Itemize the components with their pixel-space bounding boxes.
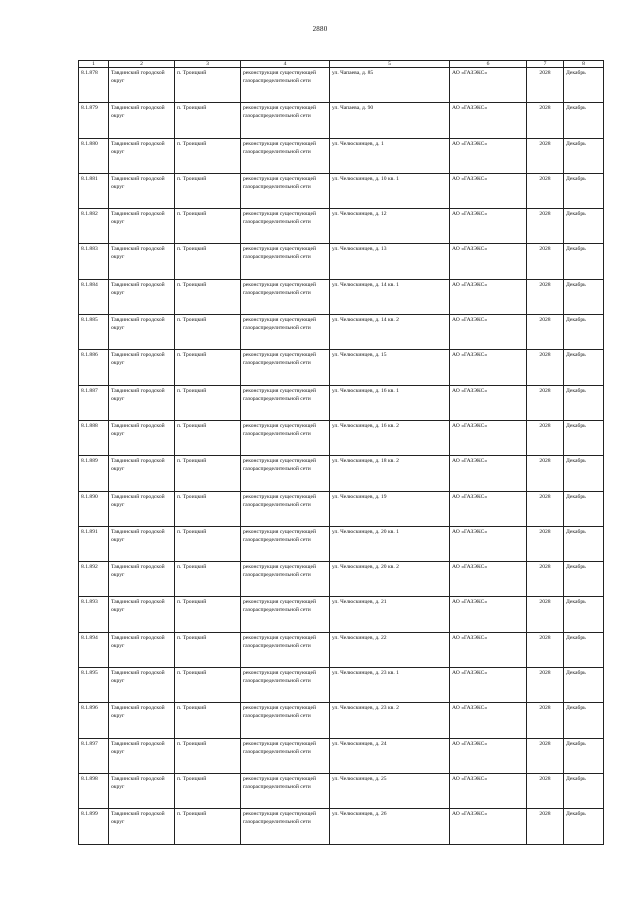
month-cell: Декабрь (564, 103, 604, 138)
work-type-cell: реконструкция существующей газораспределительной сети (241, 103, 330, 138)
settlement-cell: п. Троицкий (175, 773, 241, 808)
work-type-cell: реконструкция существующей газораспределительной сети (241, 632, 330, 667)
column-number: 3 (175, 61, 241, 68)
month-cell: Декабрь (564, 668, 604, 703)
operator-cell: АО «ГАЗЭКС» (450, 738, 527, 773)
row-id-cell: 8.1.885 (79, 315, 109, 350)
operator-cell: АО «ГАЗЭКС» (450, 138, 527, 173)
work-type-cell: реконструкция существующей газораспределительной сети (241, 738, 330, 773)
address-cell: ул. Челюскинцев, д. 26 (330, 809, 450, 844)
operator-cell: АО «ГАЗЭКС» (450, 703, 527, 738)
month-cell: Декабрь (564, 632, 604, 667)
table-row (79, 491, 604, 526)
district-cell: Тавдинский городской округ (109, 738, 175, 773)
row-id-cell: 8.1.884 (79, 279, 109, 314)
row-id-cell: 8.1.893 (79, 597, 109, 632)
year-cell: 2028 (527, 138, 564, 173)
work-type-cell: реконструкция существующей газораспределительной сети (241, 809, 330, 844)
month-cell: Декабрь (564, 68, 604, 103)
operator-cell: АО «ГАЗЭКС» (450, 209, 527, 244)
row-id-cell: 8.1.878 (79, 68, 109, 103)
column-number: 5 (330, 61, 450, 68)
year-cell: 2028 (527, 350, 564, 385)
district-cell: Тавдинский городской округ (109, 526, 175, 561)
district-cell: Тавдинский городской округ (109, 315, 175, 350)
table-row (79, 420, 604, 455)
table-row (79, 703, 604, 738)
work-type-cell: реконструкция существующей газораспределительной сети (241, 420, 330, 455)
district-cell: Тавдинский городской округ (109, 632, 175, 667)
table-row (79, 385, 604, 420)
operator-cell: АО «ГАЗЭКС» (450, 562, 527, 597)
year-cell: 2028 (527, 526, 564, 561)
year-cell: 2028 (527, 209, 564, 244)
table-row (79, 173, 604, 208)
column-number: 7 (527, 61, 564, 68)
row-id-cell: 8.1.890 (79, 491, 109, 526)
month-cell: Декабрь (564, 385, 604, 420)
table-row (79, 315, 604, 350)
table-row (79, 279, 604, 314)
address-cell: ул. Чапаева, д. 90 (330, 103, 450, 138)
settlement-cell: п. Троицкий (175, 103, 241, 138)
address-cell: ул. Челюскинцев, д. 23 кв. 1 (330, 668, 450, 703)
address-cell: ул. Челюскинцев, д. 16 кв. 2 (330, 420, 450, 455)
work-type-cell: реконструкция существующей газораспределительной сети (241, 279, 330, 314)
year-cell: 2028 (527, 456, 564, 491)
work-type-cell: реконструкция существующей газораспределительной сети (241, 385, 330, 420)
work-type-cell: реконструкция существующей газораспределительной сети (241, 491, 330, 526)
year-cell: 2028 (527, 773, 564, 808)
table-row (79, 809, 604, 844)
operator-cell: АО «ГАЗЭКС» (450, 420, 527, 455)
month-cell: Декабрь (564, 456, 604, 491)
work-type-cell: реконструкция существующей газораспределительной сети (241, 526, 330, 561)
district-cell: Тавдинский городской округ (109, 668, 175, 703)
operator-cell: АО «ГАЗЭКС» (450, 173, 527, 208)
month-cell: Декабрь (564, 244, 604, 279)
row-id-cell: 8.1.886 (79, 350, 109, 385)
district-cell: Тавдинский городской округ (109, 703, 175, 738)
column-number: 1 (79, 61, 109, 68)
row-id-cell: 8.1.895 (79, 668, 109, 703)
table-row (79, 668, 604, 703)
year-cell: 2028 (527, 562, 564, 597)
row-id-cell: 8.1.897 (79, 738, 109, 773)
district-cell: Тавдинский городской округ (109, 420, 175, 455)
year-cell: 2028 (527, 703, 564, 738)
month-cell: Декабрь (564, 597, 604, 632)
district-cell: Тавдинский городской округ (109, 562, 175, 597)
district-cell: Тавдинский городской округ (109, 350, 175, 385)
address-cell: ул. Челюскинцев, д. 14 кв. 1 (330, 279, 450, 314)
month-cell: Декабрь (564, 562, 604, 597)
work-type-cell: реконструкция существующей газораспределительной сети (241, 315, 330, 350)
operator-cell: АО «ГАЗЭКС» (450, 773, 527, 808)
table-row (79, 597, 604, 632)
month-cell: Декабрь (564, 773, 604, 808)
settlement-cell: п. Троицкий (175, 68, 241, 103)
work-type-cell: реконструкция существующей газораспределительной сети (241, 773, 330, 808)
work-type-cell: реконструкция существующей газораспределительной сети (241, 668, 330, 703)
address-cell: ул. Челюскинцев, д. 19 (330, 491, 450, 526)
work-type-cell: реконструкция существующей газораспределительной сети (241, 703, 330, 738)
operator-cell: АО «ГАЗЭКС» (450, 244, 527, 279)
month-cell: Декабрь (564, 491, 604, 526)
year-cell: 2028 (527, 173, 564, 208)
operator-cell: АО «ГАЗЭКС» (450, 668, 527, 703)
table-row (79, 632, 604, 667)
address-cell: ул. Челюскинцев, д. 25 (330, 773, 450, 808)
address-cell: ул. Челюскинцев, д. 20 кв. 2 (330, 562, 450, 597)
month-cell: Декабрь (564, 315, 604, 350)
settlement-cell: п. Троицкий (175, 632, 241, 667)
month-cell: Декабрь (564, 173, 604, 208)
settlement-cell: п. Троицкий (175, 385, 241, 420)
settlement-cell: п. Троицкий (175, 809, 241, 844)
operator-cell: АО «ГАЗЭКС» (450, 315, 527, 350)
table-row (79, 773, 604, 808)
settlement-cell: п. Троицкий (175, 703, 241, 738)
settlement-cell: п. Троицкий (175, 491, 241, 526)
month-cell: Декабрь (564, 420, 604, 455)
address-cell: ул. Челюскинцев, д. 14 кв. 2 (330, 315, 450, 350)
year-cell: 2028 (527, 420, 564, 455)
operator-cell: АО «ГАЗЭКС» (450, 491, 527, 526)
settlement-cell: п. Троицкий (175, 173, 241, 208)
month-cell: Декабрь (564, 138, 604, 173)
settlement-cell: п. Троицкий (175, 420, 241, 455)
district-cell: Тавдинский городской округ (109, 385, 175, 420)
column-number-row (79, 61, 604, 68)
settlement-cell: п. Троицкий (175, 209, 241, 244)
column-number: 4 (241, 61, 330, 68)
district-cell: Тавдинский городской округ (109, 456, 175, 491)
table-row (79, 209, 604, 244)
district-cell: Тавдинский городской округ (109, 279, 175, 314)
district-cell: Тавдинский городской округ (109, 209, 175, 244)
year-cell: 2028 (527, 68, 564, 103)
work-type-cell: реконструкция существующей газораспределительной сети (241, 456, 330, 491)
operator-cell: АО «ГАЗЭКС» (450, 456, 527, 491)
month-cell: Декабрь (564, 526, 604, 561)
settlement-cell: п. Троицкий (175, 279, 241, 314)
year-cell: 2028 (527, 103, 564, 138)
address-cell: ул. Челюскинцев, д. 21 (330, 597, 450, 632)
row-id-cell: 8.1.891 (79, 526, 109, 561)
work-type-cell: реконструкция существующей газораспределительной сети (241, 209, 330, 244)
settlement-cell: п. Троицкий (175, 738, 241, 773)
settlement-cell: п. Троицкий (175, 138, 241, 173)
month-cell: Декабрь (564, 350, 604, 385)
operator-cell: АО «ГАЗЭКС» (450, 597, 527, 632)
settlement-cell: п. Троицкий (175, 597, 241, 632)
row-id-cell: 8.1.892 (79, 562, 109, 597)
table-row (79, 244, 604, 279)
row-id-cell: 8.1.887 (79, 385, 109, 420)
address-cell: ул. Челюскинцев, д. 23 кв. 2 (330, 703, 450, 738)
table-row (79, 456, 604, 491)
work-type-cell: реконструкция существующей газораспределительной сети (241, 173, 330, 208)
table-row (79, 68, 604, 103)
address-cell: ул. Челюскинцев, д. 10 кв. 1 (330, 173, 450, 208)
table-row (79, 562, 604, 597)
year-cell: 2028 (527, 244, 564, 279)
table-row (79, 103, 604, 138)
address-cell: ул. Челюскинцев, д. 1 (330, 138, 450, 173)
month-cell: Декабрь (564, 703, 604, 738)
address-cell: ул. Челюскинцев, д. 20 кв. 1 (330, 526, 450, 561)
row-id-cell: 8.1.881 (79, 173, 109, 208)
operator-cell: АО «ГАЗЭКС» (450, 103, 527, 138)
address-cell: ул. Челюскинцев, д. 13 (330, 244, 450, 279)
row-id-cell: 8.1.889 (79, 456, 109, 491)
settlement-cell: п. Троицкий (175, 315, 241, 350)
year-cell: 2028 (527, 597, 564, 632)
row-id-cell: 8.1.880 (79, 138, 109, 173)
year-cell: 2028 (527, 491, 564, 526)
table-row (79, 738, 604, 773)
table-row (79, 526, 604, 561)
address-cell: ул. Чапаева, д. 85 (330, 68, 450, 103)
settlement-cell: п. Троицкий (175, 350, 241, 385)
row-id-cell: 8.1.898 (79, 773, 109, 808)
column-number: 8 (564, 61, 604, 68)
row-id-cell: 8.1.883 (79, 244, 109, 279)
column-number: 2 (109, 61, 175, 68)
operator-cell: АО «ГАЗЭКС» (450, 350, 527, 385)
work-type-cell: реконструкция существующей газораспределительной сети (241, 597, 330, 632)
work-type-cell: реконструкция существующей газораспределительной сети (241, 244, 330, 279)
row-id-cell: 8.1.899 (79, 809, 109, 844)
registry-table (78, 60, 604, 845)
month-cell: Декабрь (564, 738, 604, 773)
year-cell: 2028 (527, 668, 564, 703)
district-cell: Тавдинский городской округ (109, 138, 175, 173)
address-cell: ул. Челюскинцев, д. 18 кв. 2 (330, 456, 450, 491)
district-cell: Тавдинский городской округ (109, 173, 175, 208)
month-cell: Декабрь (564, 279, 604, 314)
table-row (79, 350, 604, 385)
settlement-cell: п. Троицкий (175, 526, 241, 561)
year-cell: 2028 (527, 315, 564, 350)
district-cell: Тавдинский городской округ (109, 491, 175, 526)
operator-cell: АО «ГАЗЭКС» (450, 279, 527, 314)
district-cell: Тавдинский городской округ (109, 773, 175, 808)
district-cell: Тавдинский городской округ (109, 809, 175, 844)
month-cell: Декабрь (564, 809, 604, 844)
work-type-cell: реконструкция существующей газораспределительной сети (241, 68, 330, 103)
work-type-cell: реконструкция существующей газораспределительной сети (241, 562, 330, 597)
district-cell: Тавдинский городской округ (109, 597, 175, 632)
district-cell: Тавдинский городской округ (109, 244, 175, 279)
month-cell: Декабрь (564, 209, 604, 244)
address-cell: ул. Челюскинцев, д. 22 (330, 632, 450, 667)
district-cell: Тавдинский городской округ (109, 68, 175, 103)
row-id-cell: 8.1.894 (79, 632, 109, 667)
column-number: 6 (450, 61, 527, 68)
address-cell: ул. Челюскинцев, д. 24 (330, 738, 450, 773)
settlement-cell: п. Троицкий (175, 456, 241, 491)
operator-cell: АО «ГАЗЭКС» (450, 526, 527, 561)
work-type-cell: реконструкция существующей газораспределительной сети (241, 138, 330, 173)
work-type-cell: реконструкция существующей газораспределительной сети (241, 350, 330, 385)
year-cell: 2028 (527, 385, 564, 420)
operator-cell: АО «ГАЗЭКС» (450, 632, 527, 667)
operator-cell: АО «ГАЗЭКС» (450, 385, 527, 420)
year-cell: 2028 (527, 632, 564, 667)
address-cell: ул. Челюскинцев, д. 15 (330, 350, 450, 385)
row-id-cell: 8.1.896 (79, 703, 109, 738)
operator-cell: АО «ГАЗЭКС» (450, 68, 527, 103)
year-cell: 2028 (527, 809, 564, 844)
address-cell: ул. Челюскинцев, д. 12 (330, 209, 450, 244)
page-number: 2880 (312, 25, 328, 33)
table-row (79, 138, 604, 173)
operator-cell: АО «ГАЗЭКС» (450, 809, 527, 844)
settlement-cell: п. Троицкий (175, 668, 241, 703)
row-id-cell: 8.1.882 (79, 209, 109, 244)
settlement-cell: п. Троицкий (175, 244, 241, 279)
row-id-cell: 8.1.879 (79, 103, 109, 138)
address-cell: ул. Челюскинцев, д. 16 кв. 1 (330, 385, 450, 420)
year-cell: 2028 (527, 738, 564, 773)
row-id-cell: 8.1.888 (79, 420, 109, 455)
settlement-cell: п. Троицкий (175, 562, 241, 597)
district-cell: Тавдинский городской округ (109, 103, 175, 138)
year-cell: 2028 (527, 279, 564, 314)
